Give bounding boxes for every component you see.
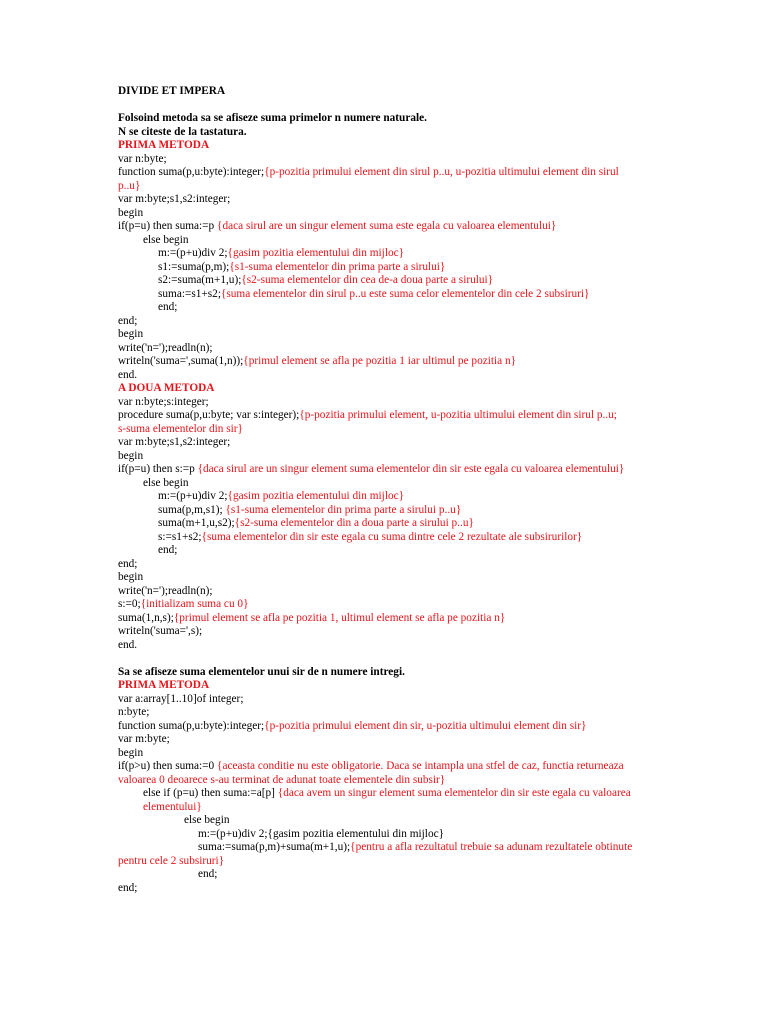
code-line: [118, 261, 658, 275]
code-line: [118, 180, 658, 194]
code-text: if(p=u) then suma:=p: [118, 220, 218, 232]
code-line: [118, 625, 658, 639]
spacer: [118, 652, 658, 666]
code-block-method-2: [118, 396, 658, 653]
problem-statement-line: Sa se afiseze suma elementelor unui sir de n numere intregi.: [118, 665, 405, 678]
code-comment: {pentru a afla rezultatul trebuie sa adunam rezultatele obtinute pentru cele 2 subsiruri}: [118, 841, 633, 867]
document-body: [118, 85, 658, 895]
problem-statement-line: Folsoind metoda sa se afiseze suma primelor n numere naturale.: [118, 112, 427, 124]
code-text: s2:=suma(m+1,u);: [158, 274, 242, 286]
code-line: [118, 544, 658, 558]
code-line: [118, 369, 658, 383]
code-comment: {aceasta conditie nu este obligatorie. Daca se intampla una stfel de caz, functia returneaza valoarea 0 deoarece s-au terminat de adunat toate elementele din subsir}: [118, 760, 624, 786]
code-line: [118, 355, 658, 369]
code-comment: {daca sirul are un singur element suma elementelor din sir este egala cu valoarea elementului}: [197, 463, 625, 475]
code-line: [118, 706, 658, 720]
code-comment: {s2-suma elementelor din a doua parte a sirului p..u}: [234, 517, 474, 529]
code-comment: {s1-suma elementelor din prima parte a sirului p..u}: [225, 503, 462, 516]
code-text: begin: [118, 449, 144, 462]
code-line: [118, 234, 658, 248]
code-text: end;: [118, 557, 138, 570]
spacer: [118, 99, 658, 113]
code-line: [118, 814, 658, 828]
code-line: [118, 436, 658, 450]
code-comment: {p-pozitia primului element din sir, u-pozitia ultimului element din sir}: [264, 719, 587, 732]
code-line: [118, 342, 658, 356]
code-text: if(p=u) then s:=p: [118, 463, 198, 475]
code-text: procedure suma(p,u:byte; var s:integer);: [118, 409, 300, 421]
code-text: var m:byte;s1,s2:integer;: [118, 436, 231, 448]
code-text: end;: [118, 314, 138, 327]
code-text: m:=(p+u)div 2;: [158, 490, 228, 502]
code-block-method-1: [118, 153, 658, 383]
problem-statement-line: N se citeste de la tastatura.: [118, 125, 247, 138]
code-text: else begin: [184, 814, 230, 826]
code-line: [118, 733, 658, 747]
code-comment: {daca avem un singur element suma elementelor din sir este egala cu valoarea elementului}: [143, 787, 631, 813]
code-line: [118, 571, 658, 585]
code-line: [118, 868, 658, 882]
code-line: [118, 423, 658, 437]
code-line: [118, 301, 658, 315]
code-line: [118, 207, 658, 221]
code-line: [118, 220, 658, 234]
code-text: end;: [118, 881, 138, 894]
code-line: [118, 558, 658, 572]
code-comment: {p-pozitia primului element, u-pozitia ultimului element din sirul p..u;: [299, 409, 617, 421]
code-line: [118, 288, 658, 302]
code-comment: {primul element se afla pe pozitia 1, ultimul element se afla pe pozitia n}: [173, 611, 506, 624]
code-text: if(p>u) then suma:=0: [118, 760, 218, 772]
code-text: var n:byte;s:integer;: [118, 395, 209, 408]
code-line: [118, 477, 658, 491]
code-line: [118, 882, 658, 896]
code-line: [118, 693, 658, 707]
code-text: suma(1,n,s);: [118, 611, 174, 624]
code-line: [118, 598, 658, 612]
code-text: s:=s1+s2;: [158, 530, 202, 543]
code-comment: s-suma elementelor din sir}: [118, 422, 243, 435]
code-text: begin: [118, 746, 144, 759]
code-text: s:=0;: [118, 598, 141, 610]
code-line: [118, 517, 658, 531]
code-text: function suma(p,u:byte):integer;: [118, 166, 265, 178]
code-line: [118, 193, 658, 207]
code-line: [118, 409, 658, 423]
code-comment: {initializam suma cu 0}: [140, 598, 249, 610]
code-line: [118, 720, 658, 734]
code-text: end;: [158, 301, 178, 313]
code-text: var a:array[1..10]of integer;: [118, 692, 244, 705]
document-title: DIVIDE ET IMPERA: [118, 85, 226, 97]
code-comment: p..u}: [118, 179, 141, 192]
code-text: write('n=');readln(n);: [118, 584, 213, 597]
code-line: [118, 315, 658, 329]
code-comment: {gasim pozitia elementului din mijloc}: [227, 247, 405, 259]
code-text: end;: [158, 544, 178, 556]
method-heading: PRIMA METODA: [118, 679, 210, 691]
code-comment: {daca sirul are un singur element suma este egala cu valoarea elementului}: [217, 220, 557, 232]
code-text: m:=(p+u)div 2;: [158, 247, 228, 259]
code-line: [118, 585, 658, 599]
code-line: [118, 274, 658, 288]
code-text: begin: [118, 571, 144, 583]
code-text: write('n=');readln(n);: [118, 341, 213, 354]
code-text: else begin: [143, 476, 189, 489]
code-text: suma:=s1+s2;: [158, 287, 221, 300]
code-comment: {p-pozitia primului element din sirul p..u, u-pozitia ultimului element din sirul: [264, 166, 619, 178]
code-text: end;: [198, 868, 218, 880]
code-comment: {suma elementelor din sirul p..u este suma celor elementelor din cele 2 subsiruri}: [220, 287, 590, 300]
code-text: m:=(p+u)div 2;{gasim pozitia elementului din mijloc}: [198, 827, 445, 840]
code-comment: {gasim pozitia elementului din mijloc}: [227, 490, 405, 502]
code-line: [118, 450, 658, 464]
code-comment: {suma elementelor din sir este egala cu suma dintre cele 2 rezultate ale subsirurilor}: [201, 530, 583, 543]
code-text: end.: [118, 638, 138, 651]
code-comment: {s1-suma elementelor din prima parte a sirului}: [229, 260, 446, 273]
code-line: [118, 787, 658, 814]
code-block-method-3: [118, 693, 658, 896]
code-line: [118, 828, 658, 842]
code-line: [118, 490, 658, 504]
code-line: [118, 166, 658, 180]
code-text: var m:byte;: [118, 733, 170, 745]
code-text: suma:=suma(p,m)+suma(m+1,u);: [198, 841, 351, 853]
code-text: suma(p,m,s1);: [158, 503, 226, 516]
code-text: s1:=suma(p,m);: [158, 260, 230, 273]
code-comment: {primul element se afla pe pozitia 1 iar ultimul pe pozitia n}: [243, 355, 517, 367]
code-line: [118, 639, 658, 653]
code-line: [118, 247, 658, 261]
code-text: begin: [118, 328, 144, 340]
method-heading: PRIMA METODA: [118, 139, 210, 151]
code-text: writeln('suma=',s);: [118, 625, 203, 637]
code-line: [118, 531, 658, 545]
code-line: [118, 504, 658, 518]
code-line: [118, 328, 658, 342]
code-line: [118, 463, 658, 477]
code-text: n:byte;: [118, 706, 150, 718]
code-line: [118, 396, 658, 410]
code-text: function suma(p,u:byte):integer;: [118, 719, 265, 732]
code-comment: {s2-suma elementelor din cea de-a doua parte a sirului}: [241, 274, 494, 286]
code-line: [118, 841, 658, 868]
method-heading: A DOUA METODA: [118, 382, 215, 394]
code-text: var n:byte;: [118, 152, 167, 165]
code-line: [118, 747, 658, 761]
code-text: end.: [118, 368, 138, 381]
code-text: suma(m+1,u,s2);: [158, 517, 235, 529]
code-line: [118, 760, 658, 787]
code-text: var m:byte;s1,s2:integer;: [118, 193, 231, 205]
code-line: [118, 153, 658, 167]
code-text: else begin: [143, 233, 189, 246]
code-text: else if (p=u) then suma:=a[p]: [143, 787, 278, 799]
code-line: [118, 612, 658, 626]
code-text: writeln('suma=',suma(1,n));: [118, 355, 244, 367]
code-text: begin: [118, 206, 144, 219]
